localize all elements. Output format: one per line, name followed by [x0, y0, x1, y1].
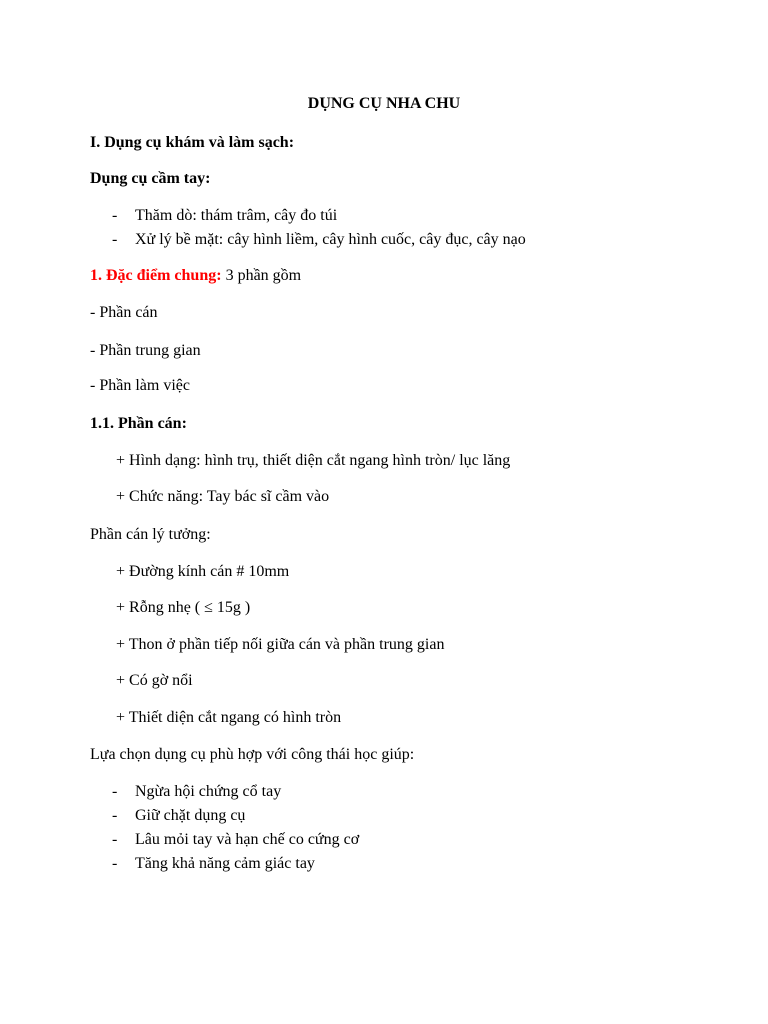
list-item-text: Thăm dò: thám trâm, cây đo túi [135, 207, 338, 224]
list-dash: - [112, 207, 118, 224]
list-item [112, 206, 337, 226]
list-dash: - [112, 831, 118, 848]
general-features-label: 1. Đặc điểm chung: [90, 267, 222, 284]
list-item [112, 854, 315, 874]
list-dash: - [112, 807, 118, 824]
ideal-point: + Đường kính cán # 10mm [116, 563, 290, 580]
ideal-point: + Thiết diện cắt ngang có hình tròn [116, 709, 342, 726]
list-item-text: Giữ chặt dụng cụ [135, 807, 246, 824]
handle-point: + Chức năng: Tay bác sĩ cầm vào [116, 488, 330, 505]
general-features-text: 3 phần gồm [221, 267, 302, 284]
handle-heading: 1.1. Phần cán: [90, 415, 187, 432]
list-item [112, 806, 245, 826]
general-features-line [90, 266, 301, 286]
list-item [112, 782, 281, 802]
document-title: DỤNG CỤ NHA CHU [307, 95, 461, 112]
list-dash: - [112, 855, 118, 872]
list-dash: - [112, 231, 118, 248]
ideal-handle-heading: Phần cán lý tưởng: [90, 526, 211, 543]
list-item-text: Xử lý bề mặt: cây hình liềm, cây hình cuốc, cây đục, cây nạo [135, 231, 526, 248]
part-item: - Phần trung gian [90, 342, 201, 359]
list-item-text: Ngừa hội chứng cổ tay [135, 783, 282, 800]
list-item-text: Lâu mỏi tay và hạn chế co cứng cơ [135, 831, 360, 848]
section-heading: I. Dụng cụ khám và làm sạch: [90, 134, 295, 151]
list-item [112, 830, 359, 850]
ideal-point: + Thon ở phần tiếp nối giữa cán và phần trung gian [116, 636, 445, 653]
handle-point: + Hình dạng: hình trụ, thiết diện cắt ngang hình tròn/ lục lăng [116, 452, 511, 469]
part-item: - Phần cán [90, 304, 158, 321]
part-item: - Phần làm việc [90, 377, 190, 394]
list-item-text: Tăng khả năng cảm giác tay [135, 855, 315, 872]
ideal-point: + Có gờ nổi [116, 672, 193, 689]
ideal-point: + Rỗng nhẹ ( ≤ 15g ) [116, 599, 251, 616]
ergonomics-heading: Lựa chọn dụng cụ phù hợp với công thái học giúp: [90, 746, 415, 763]
list-item [112, 230, 526, 250]
handheld-heading: Dụng cụ cầm tay: [90, 170, 211, 187]
list-dash: - [112, 783, 118, 800]
